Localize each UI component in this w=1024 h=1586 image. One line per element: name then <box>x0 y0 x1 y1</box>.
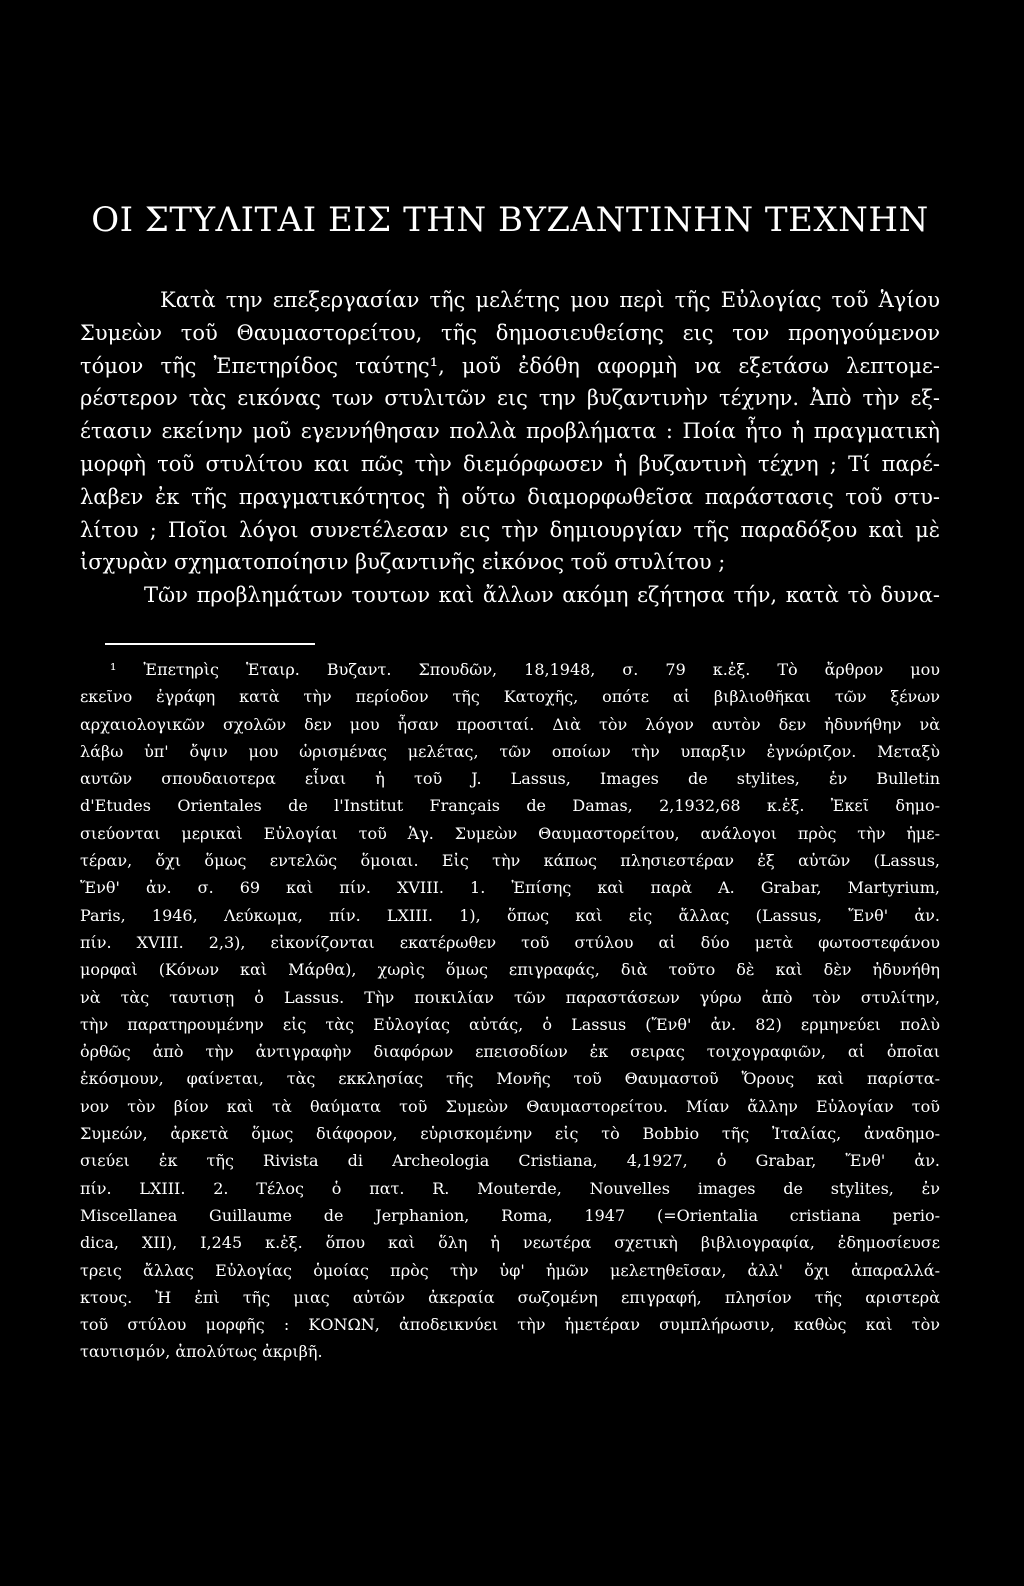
text-line: Συμεὼν τοῦ Θαυμαστορείτου, τῆς δημοσιευθείσης εις τον προηγούμενον <box>80 320 940 345</box>
footnote-line: dica, XII), I,245 κ.ἑξ. ὅπου καὶ ὅλη ἡ νεωτέρα σχετικὴ βιβλιογραφία, ἐδημοσίευσε <box>80 1233 940 1253</box>
footnote-divider <box>105 643 315 645</box>
footnote-line: ¹ Ἐπετηρὶς Ἑταιρ. Βυζαντ. Σπουδῶν, 18,1948, σ. 79 κ.ἑξ. Τὸ ἄρθρον μου <box>110 660 940 679</box>
footnote-line: τρεις ἄλλας Εὐλογίας ὁμοίας πρὸς τὴν ὑφ' ἡμῶν μελετηθεῖσαν, ἀλλ' ὄχι ἀπαραλλά- <box>80 1260 940 1280</box>
text-line: έτασιν εκείνην μοῦ εγεννήθησαν πολλὰ προβλήματα : Ποία ἦτο ἡ πραγματικὴ <box>80 419 940 444</box>
footnote-line: τέραν, ὄχι ὅμως εντελῶς ὅμοιαι. Εἰς τὴν κάπως πλησιεστέραν ἐξ αὐτῶν (Lassus, <box>80 851 940 871</box>
footnote-line: d'Etudes Orientales de l'Institut Français de Damas, 2,1932,68 κ.ἑξ. Ἐκεῖ δημο- <box>80 796 940 816</box>
footnote-line: ταυτισμόν, ἀπολύτως ἀκριβῆ. <box>80 1342 323 1362</box>
text-line: ἰσχυρὰν σχηματοποίησιν βυζαντινῆς εἰκόνος τοῦ στυλίτου ; <box>80 550 726 575</box>
document-page <box>80 0 940 1586</box>
footnote-line: μορφαὶ (Κόνων καὶ Μάρθα), χωρὶς ὅμως επιγραφάς, διὰ τοῦτο δὲ καὶ δὲν ἠδυνήθη <box>80 960 940 980</box>
footnote-line: Miscellanea Guillaume de Jerphanion, Roma, 1947 (=Orientalia cristiana perio- <box>80 1205 940 1225</box>
footnote-line: νον τὸν βίον καὶ τὰ θαύματα τοῦ Συμεὼν Θαυμαστορείτου. Μίαν ἄλλην Εὐλογίαν τοῦ <box>80 1096 940 1116</box>
footnote-line: αρχαιολογικῶν σχολῶν δεν μου ἦσαν προσιταί. Διὰ τὸν λόγον αυτὸν δεν ἠδυνήθην νὰ <box>80 714 940 734</box>
text-line: λίτου ; Ποῖοι λόγοι συνετέλεσαν εις τὴν δημιουργίαν τῆς παραδόξου καὶ μὲ <box>80 517 940 542</box>
footnote-line: λάβω ὑπ' ὄψιν μου ὡρισμένας μελέτας, τῶν οποίων τὴν υπαρξιν ἐγνώριζον. Μεταξὺ <box>80 741 940 761</box>
text-line: μορφὴ τοῦ στυλίτου και πῶς τὴν διεμόρφωσεν ἡ βυζαντινὴ τέχνη ; Τί παρέ- <box>80 451 940 476</box>
footnote-line: Ἔνθ' ἀν. σ. 69 καὶ πίν. XVIII. 1. Ἐπίσης καὶ παρὰ A. Grabar, Martyrium, <box>80 878 940 898</box>
footnote-line: κτους. Ἡ ἐπὶ τῆς μιας αὐτῶν ἀκεραία σωζομένη επιγραφή, πλησίον τῆς αριστερὰ <box>80 1287 940 1307</box>
footnote-line: τοῦ στύλου μορφῆς : ΚΟΝΩΝ, ἀποδεικνύει τὴν ἡμετέραν συμπλήρωσιν, καθὼς καὶ τὸν <box>80 1315 940 1335</box>
footnote-line: πίν. LXIII. 2. Τέλος ὁ πατ. R. Mouterde, Nouvelles images de stylites, ἐν <box>80 1178 940 1198</box>
text-line: Τῶν προβλημάτων τουτων καὶ ἄλλων ακόμη εζήτησα τήν, κατὰ τὸ δυνα- <box>144 583 940 608</box>
footnote-line: εκεῖνο ἐγράφη κατὰ τὴν περίοδον τῆς Κατοχῆς, οπότε αἱ βιβλιοθῆκαι τῶν ξένων <box>80 687 940 707</box>
footnote-line: αυτῶν σπουδαιοτερα εἶναι ἡ τοῦ J. Lassus, Images de stylites, ἐν Bulletin <box>80 769 940 789</box>
text-line: Κατὰ την επεξεργασίαν τῆς μελέτης μου περὶ τῆς Εὐλογίας τοῦ Ἁγίου <box>160 288 940 312</box>
footnote-line: ὀρθῶς ἀπὸ τὴν ἀντιγραφὴν διαφόρων επεισοδίων ἐκ σειρας τοιχογραφιῶν, αἱ ὁποῖαι <box>80 1042 940 1062</box>
footnote-line: τὴν παρατηρουμένην εἰς τὰς Εὐλογίας αὐτάς, ὁ Lassus (Ἔνθ' ἀν. 82) ερμηνεύει πολὺ <box>80 1014 940 1034</box>
footnote-line: ἐκόσμουν, φαίνεται, τὰς εκκλησίας τῆς Μονῆς τοῦ Θαυμαστοῦ Ὄρους καὶ παρίστα- <box>80 1069 940 1089</box>
main-text <box>80 284 940 612</box>
text-line: λαβεν ἐκ τῆς πραγματικότητος ἢ οὕτω διαμορφωθεῖσα παράστασις τοῦ στυ- <box>80 484 940 509</box>
footnotes <box>80 656 940 1366</box>
text-line: ρέστερον τὰς εικόνας των στυλιτῶν εις την βυζαντινὴν τέχνην. Ἀπὸ τὴν εξ- <box>80 386 940 411</box>
footnote-line: νὰ τὰς ταυτισῃ ὁ Lassus. Τὴν ποικιλίαν τῶν παραστάσεων γύρω ἀπὸ τὸν στυλίτην, <box>80 987 940 1007</box>
footnote-line: Συμεών, ἀρκετὰ ὅμως διάφορον, εὑρισκομένην εἰς τὸ Bobbio τῆς Ἰταλίας, ἀναδημο- <box>80 1124 940 1144</box>
footnote-line: σιεύονται μερικαὶ Εὐλογίαι τοῦ Ἁγ. Συμεὼν Θαυμαστορείτου, ανάλογοι πρὸς τὴν ἡμε- <box>80 823 940 843</box>
text-line: τόμον τῆς Ἐπετηρίδος ταύτης¹, μοῦ ἐδόθη αφορμὴ να εξετάσω λεπτομε- <box>80 353 940 378</box>
footnote-line: Paris, 1946, Λεύκωμα, πίν. LXIII. 1), ὅπως καὶ εἰς ἄλλας (Lassus, Ἔνθ' ἀν. <box>80 905 940 925</box>
page-title: ΟΙ ΣΤΥΛΙΤΑΙ ΕΙΣ ΤΗΝ ΒΥΖΑΝΤΙΝΗΝ ΤΕΧΝΗΝ <box>91 200 929 240</box>
footnote-line: πίν. XVIII. 2,3), εἰκονίζονται εκατέρωθεν τοῦ στύλου αἱ δύο μετὰ φωτοστεφάνου <box>80 932 940 952</box>
footnote-line: σιεύει ἐκ τῆς Rivista di Archeologia Cristiana, 4,1927, ὁ Grabar, Ἔνθ' ἀν. <box>80 1151 940 1171</box>
